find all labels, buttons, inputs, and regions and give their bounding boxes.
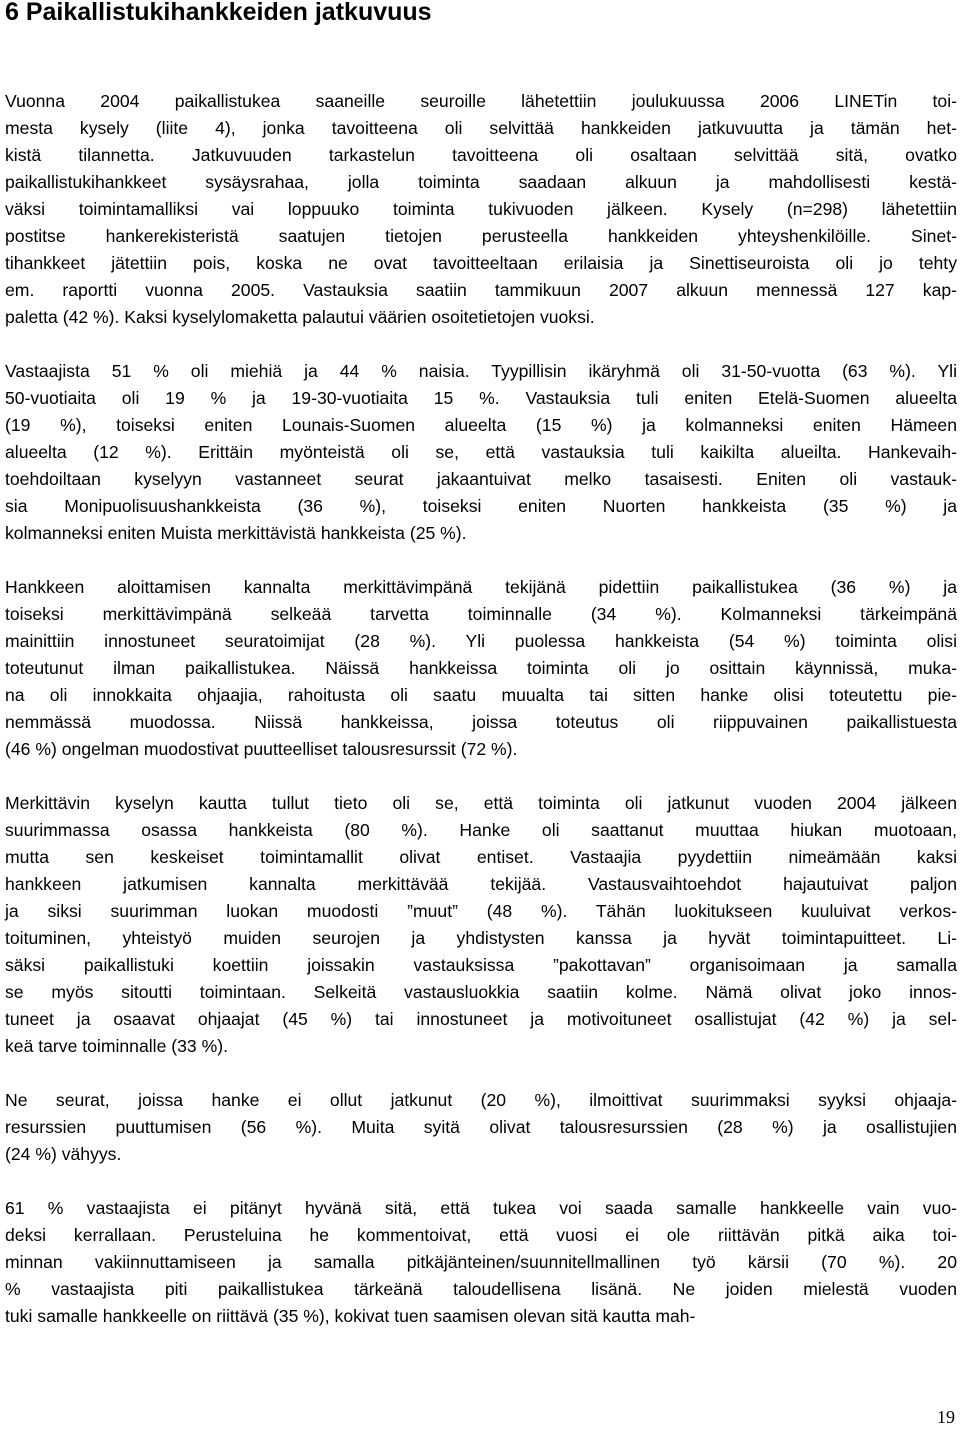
text-line: nemmässä muodossa. Niissä hankkeissa, joissa toteutus oli riippuvainen paikallistuesta [5, 712, 957, 732]
text-line: mutta sen keskeiset toimintamallit olivat entiset. Vastaajia pyydettiin nimeämään kaksi [5, 847, 957, 867]
text-line: toituminen, yhteistyö muiden seurojen ja yhdistysten kanssa ja hyvät toimintapuitteet. Li- [5, 928, 957, 948]
text-line: keä tarve toiminnalle (33 %). [5, 1036, 228, 1056]
paragraph [5, 88, 957, 331]
text-line: tuneet ja osaavat ohjaajat (45 %) tai innostuneet ja motivoituneet osallistujat (42 %) ja sel- [5, 1009, 957, 1029]
text-line: ja siksi suurimman luokan muodosti ”muut” (48 %). Tähän luokitukseen kuuluivat verkos- [5, 901, 957, 921]
text-line: Vastaajista 51 % oli miehiä ja 44 % naisia. Tyypillisin ikäryhmä oli 31-50-vuotta (63 %). Yli [5, 361, 957, 381]
text-line: säksi paikallistuki koettiin joissakin vastauksissa ”pakottavan” organisoimaan ja samalla [5, 955, 957, 975]
text-line: (46 %) ongelman muodostivat puutteelliset talousresurssit (72 %). [5, 739, 518, 759]
body-text [5, 88, 957, 1357]
text-line: Vuonna 2004 paikallistukea saaneille seuroille lähetettiin joulukuussa 2006 LINETin toi- [5, 91, 957, 111]
text-line: sia Monipuolisuushankkeista (36 %), toiseksi eniten Nuorten hankkeista (35 %) ja [5, 496, 957, 516]
text-line: toiseksi merkittävimpänä selkeää tarvetta toiminnalle (34 %). Kolmanneksi tärkeimpänä [5, 604, 957, 624]
page-number: 19 [937, 1407, 955, 1427]
text-line: minnan vakiinnuttamiseen ja samalla pitkäjänteinen/suunnitellmallinen työ kärsii (70 %). 20 [5, 1252, 957, 1272]
text-line: kolmanneksi eniten Muista merkittävistä hankkeista (25 %). [5, 523, 467, 543]
text-line: kistä tilannetta. Jatkuvuuden tarkastelun tavoitteena oli osaltaan selvittää sitä, ovatko [5, 145, 957, 165]
text-line: resurssien puuttumisen (56 %). Muita syitä olivat talousresurssien (28 %) ja osallistujien [5, 1117, 957, 1137]
text-line: alueelta (12 %). Erittäin myönteistä oli se, että vastauksia tuli kaikilta alueilta. Hankevaih- [5, 442, 957, 462]
text-line: toehdoiltaan kyselyyn vastanneet seurat jakaantuivat melko tasaisesti. Eniten oli vastauk- [5, 469, 957, 489]
text-line: 61 % vastaajista ei pitänyt hyvänä sitä, että tukea voi saada samalle hankkeelle vain vuo- [5, 1198, 957, 1218]
paragraph [5, 790, 957, 1060]
text-line: em. raportti vuonna 2005. Vastauksia saatiin tammikuun 2007 alkuun mennessä 127 kap- [5, 280, 957, 300]
text-line: toteutunut ilman paikallistukea. Näissä hankkeissa toiminta oli jo osittain käynnissä, muka- [5, 658, 957, 678]
paragraph [5, 358, 957, 547]
text-line: suurimmassa osassa hankkeista (80 %). Hanke oli saattanut muuttaa hiukan muotoaan, [5, 820, 957, 840]
text-line: paikallistukihankkeet sysäysrahaa, jolla toiminta saadaan alkuun ja mahdollisesti kestä- [5, 172, 957, 192]
text-line: tuki samalle hankkeelle on riittävä (35 %), kokivat tuen saamisen olevan sitä kautta mah- [5, 1306, 696, 1326]
paragraph [5, 574, 957, 763]
text-line: deksi kerrallaan. Perusteluina he kommentoivat, että vuosi ei ole riittävän pitkä aika toi- [5, 1225, 957, 1245]
text-line: 50-vuotiaita oli 19 % ja 19-30-vuotiaita 15 %. Vastauksia tuli eniten Etelä-Suomen alueelta [5, 388, 957, 408]
text-line: väksi toimintamalliksi vai loppuuko toiminta tukivuoden jälkeen. Kysely (n=298) lähetettiin [5, 199, 957, 219]
text-line: hankkeen jatkumisen kannalta merkittävää tekijää. Vastausvaihtoehdot hajautuivat paljon [5, 874, 957, 894]
text-line: mainittiin innostuneet seuratoimijat (28 %). Yli puolessa hankkeista (54 %) toiminta olisi [5, 631, 957, 651]
text-line: (19 %), toiseksi eniten Lounais-Suomen alueelta (15 %) ja kolmanneksi eniten Hämeen [5, 415, 957, 435]
text-line: Ne seurat, joissa hanke ei ollut jatkunut (20 %), ilmoittivat suurimmaksi syyksi ohjaaja- [5, 1090, 957, 1110]
paragraph [5, 1195, 957, 1330]
text-line: postitse hankerekisteristä saatujen tietojen perusteella hankkeiden yhteyshenkilöille. Sinet- [5, 226, 957, 246]
text-line: Hankkeen aloittamisen kannalta merkittävimpänä tekijänä pidettiin paikallistukea (36 %) ja [5, 577, 957, 597]
text-line: na oli innokkaita ohjaajia, rahoitusta oli saatu muualta tai sitten hanke olisi toteutettu pie- [5, 685, 957, 705]
text-line: % vastaajista piti paikallistukea tärkeänä taloudellisena lisänä. Ne joiden mielestä vuoden [5, 1279, 957, 1299]
text-line: Merkittävin kyselyn kautta tullut tieto oli se, että toiminta oli jatkunut vuoden 2004 jälkeen [5, 793, 957, 813]
text-line: se myös sitoutti toimintaan. Selkeitä vastausluokkia saatiin kolme. Nämä olivat joko innos- [5, 982, 957, 1002]
text-line: (24 %) vähyys. [5, 1144, 122, 1164]
section-heading: 6 Paikallistukihankkeiden jatkuvuus [5, 0, 432, 26]
paragraph [5, 1087, 957, 1168]
text-line: paletta (42 %). Kaksi kyselylomaketta palautui väärien osoitetietojen vuoksi. [5, 307, 595, 327]
text-line: mesta kysely (liite 4), jonka tavoitteena oli selvittää hankkeiden jatkuvuutta ja tämän het- [5, 118, 957, 138]
text-line: tihankkeet jätettiin pois, koska ne ovat tavoitteeltaan erilaisia ja Sinettiseuroista oli jo tehty [5, 253, 957, 273]
